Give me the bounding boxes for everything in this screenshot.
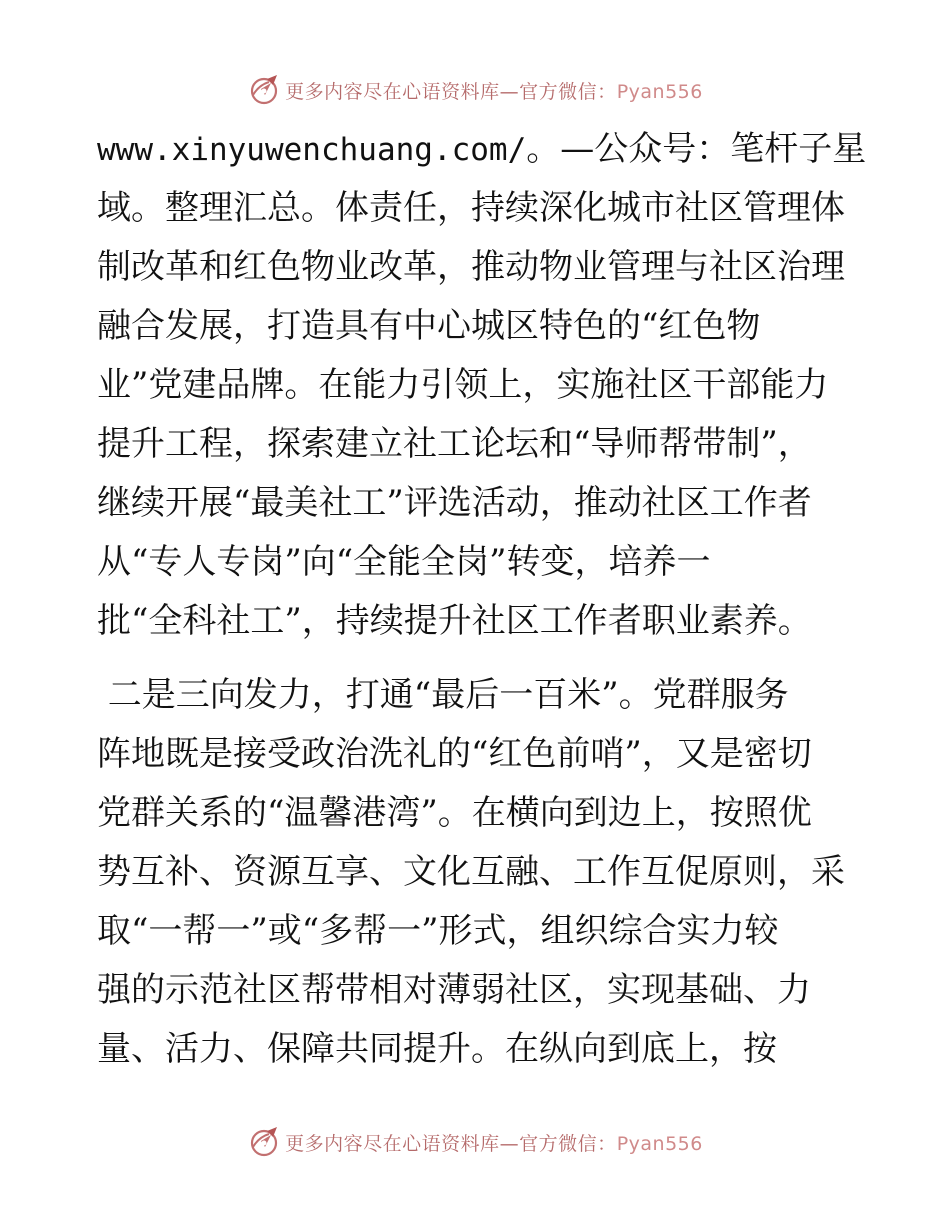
text-line: 党群关系的“温馨港湾”。在横向到边上，按照优 xyxy=(97,793,812,833)
text-line-url xyxy=(97,120,867,179)
paragraph-1 xyxy=(97,179,857,651)
text-line: 批“全科社工”，持续提升社区工作者职业素养。 xyxy=(97,601,812,641)
text-line: 强的示范社区帮带相对薄弱社区，实现基础、力 xyxy=(97,970,811,1010)
footer-banner-separator: — xyxy=(499,1132,520,1155)
header-banner-text xyxy=(285,77,703,104)
header-banner-main: 更多内容尽在心语资料库 xyxy=(285,80,500,103)
document-body xyxy=(97,120,867,1079)
text-line: 制改革和红色物业改革，推动物业管理与社区治理 xyxy=(97,247,845,287)
text-line: 从“专人专岗”向“全能全岗”转变，培养一 xyxy=(97,542,711,582)
header-banner-separator: — xyxy=(499,80,520,103)
header-watermark-banner xyxy=(0,72,950,108)
footer-banner-text xyxy=(285,1129,703,1156)
footer-watermark-banner xyxy=(0,1124,950,1160)
text-line: 势互补、资源互享、文化互融、工作互促原则，采 xyxy=(97,852,845,892)
text-line: 业”党建品牌。在能力引领上，实施社区干部能力 xyxy=(97,365,829,405)
paragraph-2 xyxy=(97,666,857,1079)
text-line: 域。整理汇总。体责任，持续深化城市社区管理体 xyxy=(97,188,845,228)
pen-logo-icon xyxy=(247,73,281,107)
footer-banner-wechat-id: Pyan556 xyxy=(616,1132,703,1155)
text-line: 取“一帮一”或“多帮一”形式，组织综合实力较 xyxy=(97,911,779,951)
paragraph-gap xyxy=(97,651,857,666)
header-banner-wechat-id: Pyan556 xyxy=(616,80,703,103)
text-line: 融合发展，打造具有中心城区特色的“红色物 xyxy=(97,306,761,346)
text-line: 量、活力、保障共同提升。在纵向到底上，按 xyxy=(97,1029,777,1069)
text-line: 提升工程，探索建立社工论坛和“导师帮带制”， xyxy=(97,424,812,464)
text-line: 继续开展“最美社工”评选活动，推动社区工作者 xyxy=(97,483,812,523)
text-line: 二是三向发力，打通“最后一百米”。党群服务 xyxy=(97,675,789,715)
footer-banner-main: 更多内容尽在心语资料库 xyxy=(285,1132,500,1155)
pen-logo-icon xyxy=(247,1125,281,1159)
text-line: 阵地既是接受政治洗礼的“红色前哨”，又是密切 xyxy=(97,734,812,774)
footer-banner-label: 官方微信： xyxy=(519,1132,617,1155)
website-url: www.xinyuwenchuang.com/ xyxy=(97,132,527,168)
header-banner-label: 官方微信： xyxy=(519,80,617,103)
url-trailing-text: 。—公众号：笔杆子星 xyxy=(526,129,867,169)
